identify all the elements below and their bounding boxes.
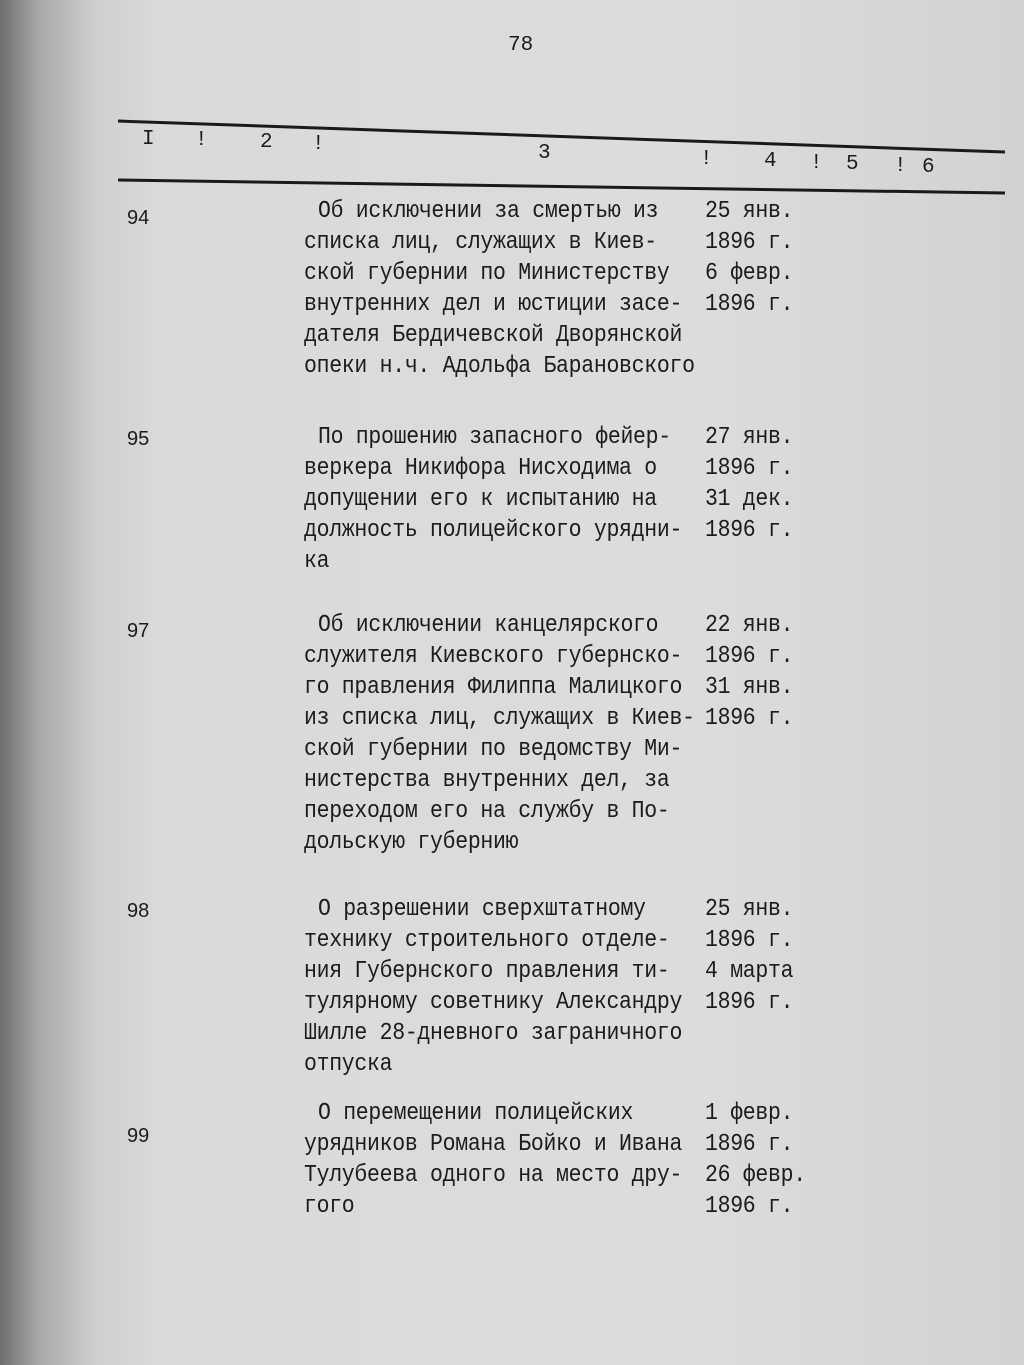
entry-text-line: го правления Филиппа Малицкого — [304, 674, 683, 701]
entry-text-line: из списка лиц, служащих в Киев- — [304, 705, 695, 732]
header-col-4: 4 — [764, 150, 777, 173]
entry-text-line: ской губернии по Министерству — [304, 260, 670, 287]
entry-text-line: внутренних дел и юстиции засе- — [304, 291, 683, 318]
entry-text-line: опеки н.ч. Адольфа Барановского — [304, 353, 695, 380]
entry-text-line: переходом его на службу в По- — [304, 798, 670, 825]
entry-text-line: ка — [304, 548, 330, 575]
entry-date-line: 1896 г. — [705, 1193, 794, 1220]
header-col-3: 3 — [538, 142, 551, 165]
entry-text-line: Тулубеева одного на место дру- — [304, 1162, 683, 1189]
entry-date-line: 1896 г. — [705, 229, 794, 256]
entry-date-line: 1896 г. — [705, 517, 794, 544]
entry-date-line: 1896 г. — [705, 705, 794, 732]
entry-text-line: нистерства внутренних дел, за — [304, 767, 670, 794]
entry-date-line: 31 дек. — [705, 486, 794, 513]
entry-text-line: гого — [304, 1193, 355, 1220]
entry-date-line: 1896 г. — [705, 927, 794, 954]
entry-date-line: 1896 г. — [705, 1131, 794, 1158]
entry-number: 98 — [127, 900, 150, 922]
entry-text-line: допущении его к испытанию на — [304, 486, 657, 513]
entry-number: 94 — [127, 207, 150, 229]
page-number: 78 — [508, 34, 534, 57]
entry-text-line: служителя Киевского губернско- — [304, 643, 683, 670]
entry-text-line: должность полицейского урядни- — [304, 517, 683, 544]
entry-text-line: По прошению запасного фейер- — [318, 424, 671, 451]
entry-text-line: Об исключении за смертью из — [318, 198, 659, 225]
entry-text-line: списка лиц, служащих в Киев- — [304, 229, 657, 256]
entry-date-line: 31 янв. — [705, 674, 794, 701]
entry-date-line: 27 янв. — [705, 424, 794, 451]
entry-date-line: 1896 г. — [705, 455, 794, 482]
entry-text-line: веркера Никифора Нисходима о — [304, 455, 657, 482]
entry-date-line: 1896 г. — [705, 643, 794, 670]
entry-text-line: отпуска — [304, 1051, 393, 1078]
entry-text-line: дольскую губернию — [304, 829, 519, 856]
entry-text-line: ской губернии по ведомству Ми- — [304, 736, 683, 763]
entry-text-line: ния Губернского правления ти- — [304, 958, 670, 985]
header-col-5: 5 — [846, 153, 859, 176]
entry-date-line: 25 янв. — [705, 198, 794, 225]
header-separator: ! — [810, 152, 823, 175]
entry-date-line: 4 марта — [705, 958, 794, 985]
header-separator: ! — [700, 148, 713, 171]
entry-date-line: 1896 г. — [705, 291, 794, 318]
entry-text-line: О разрешении сверхштатному — [318, 896, 646, 923]
entry-text-line: О перемещении полицейских — [318, 1100, 634, 1127]
header-separator: ! — [195, 129, 208, 152]
entry-date-line: 26 февр. — [705, 1162, 806, 1189]
header-col-2: 2 — [260, 131, 273, 154]
entry-text-line: технику строительного отделе- — [304, 927, 670, 954]
entry-text-line: тулярному советнику Александру — [304, 989, 683, 1016]
entry-date-line: 22 янв. — [705, 612, 794, 639]
entry-date-line: 6 февр. — [705, 260, 794, 287]
entry-date-line: 25 янв. — [705, 896, 794, 923]
header-col-6: 6 — [922, 156, 935, 179]
entry-text-line: дателя Бердичевской Дворянской — [304, 322, 683, 349]
header-separator: ! — [894, 155, 907, 178]
entry-text-line: Об исключении канцелярского — [318, 612, 659, 639]
entry-number: 97 — [127, 620, 150, 642]
header-col-1: I — [142, 128, 155, 151]
header-separator: ! — [312, 133, 325, 156]
entry-date-line: 1 февр. — [705, 1100, 794, 1127]
header-bottom-rule — [118, 180, 1005, 193]
entry-number: 95 — [127, 428, 150, 450]
entry-text-line: Шилле 28-дневного заграничного — [304, 1020, 683, 1047]
entry-date-line: 1896 г. — [705, 989, 794, 1016]
entry-number: 99 — [127, 1125, 150, 1147]
header-top-rule — [118, 121, 1005, 152]
entry-text-line: урядников Романа Бойко и Ивана — [304, 1131, 683, 1158]
